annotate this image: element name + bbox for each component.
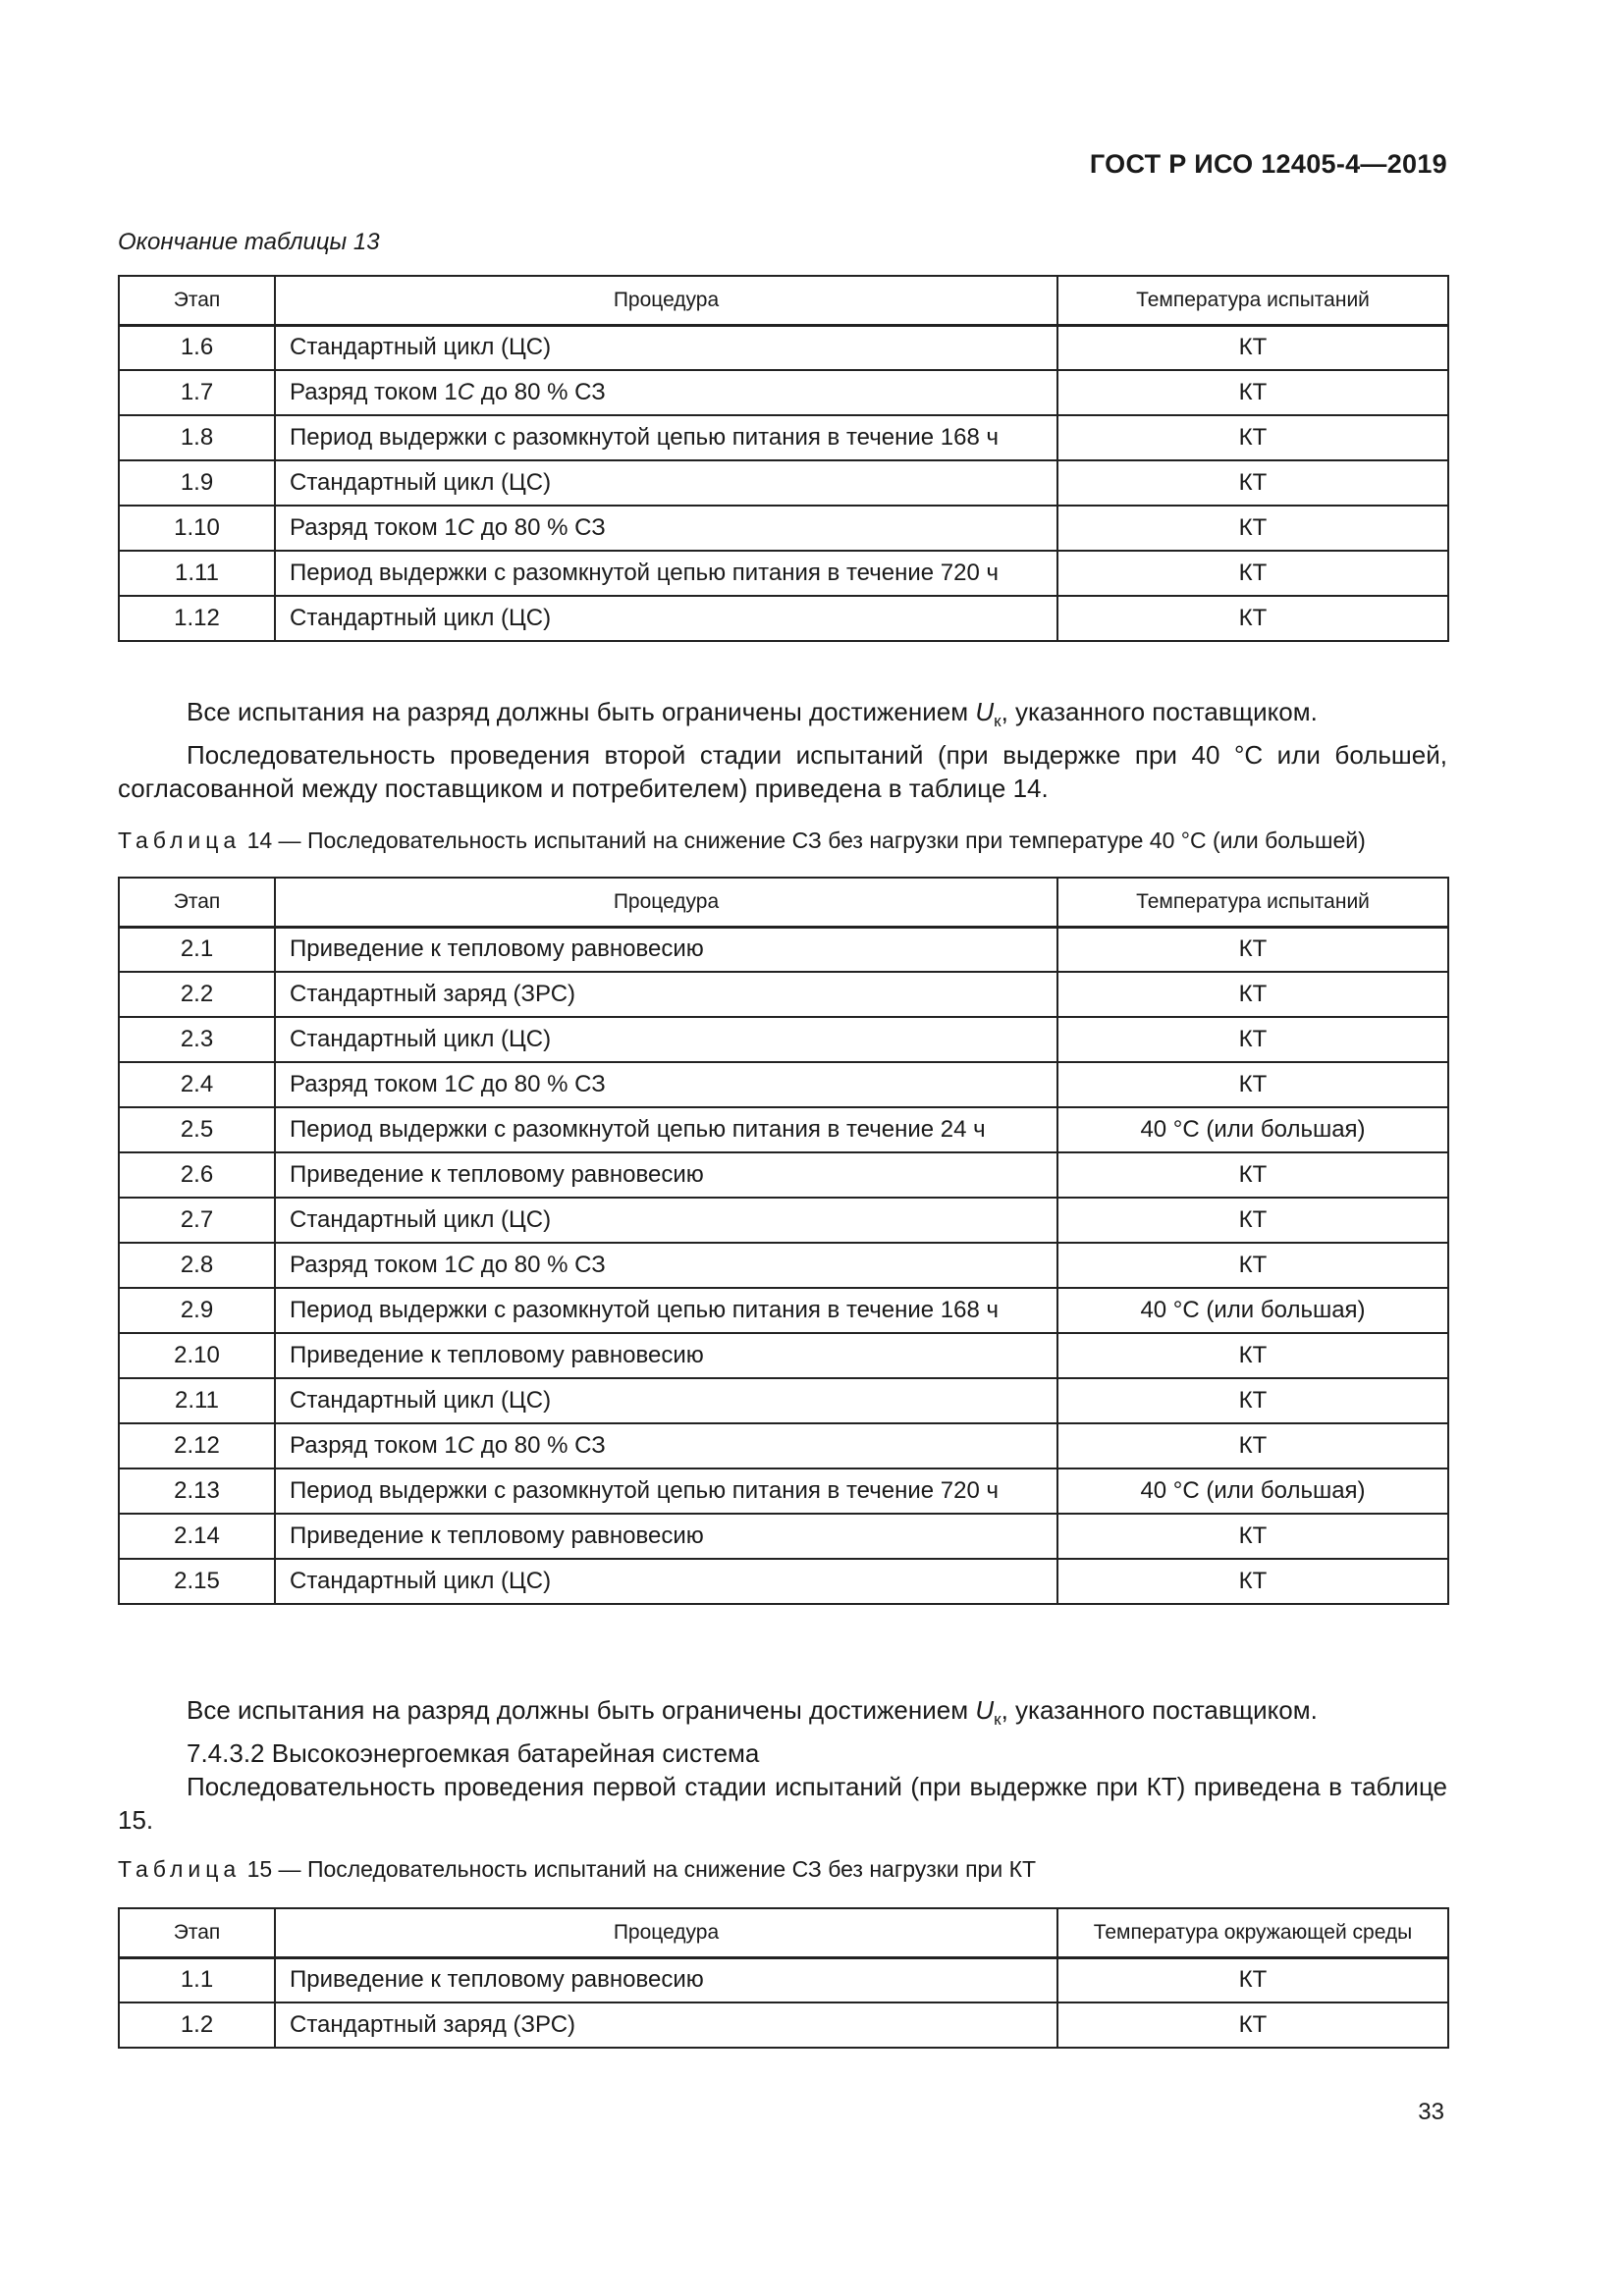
temperature-cell: КТ: [1057, 370, 1448, 415]
temperature-cell: КТ: [1057, 325, 1448, 370]
table-row: [119, 1152, 1448, 1198]
discharge-limit-paragraph-2: Все испытания на разряд должны быть ограничены достижением $U_к$, указанного поставщиком.: [187, 1695, 1318, 1730]
procedure-cell: Период выдержки с разомкнутой цепью питания в течение 720 ч: [275, 551, 1057, 596]
table-row: [119, 1378, 1448, 1423]
column-header: Процедура: [275, 276, 1057, 325]
table-row: [119, 1107, 1448, 1152]
column-header: Процедура: [275, 878, 1057, 927]
column-header: Этап: [119, 276, 275, 325]
column-header: Температура испытаний: [1057, 878, 1448, 927]
table-row: [119, 2002, 1448, 2048]
document-id: ГОСТ Р ИСО 12405-4—2019: [1089, 149, 1447, 179]
table-row: [119, 1288, 1448, 1333]
table14-caption: Таблица 14 — Последовательность испытаний на снижение СЗ без нагрузки при температуре 40 °С (или большей): [118, 828, 1366, 853]
procedure-cell: Стандартный заряд (ЗРС): [275, 972, 1057, 1017]
step-cell: 1.9: [119, 460, 275, 506]
procedure-cell: Период выдержки с разомкнутой цепью питания в течение 720 ч: [275, 1468, 1057, 1514]
step-cell: 2.12: [119, 1423, 275, 1468]
temperature-cell: КТ: [1057, 1957, 1448, 2002]
table15-caption: Таблица 15 — Последовательность испытаний на снижение СЗ без нагрузки при КТ: [118, 1856, 1037, 1882]
table-row: [119, 1423, 1448, 1468]
procedure-cell: Стандартный цикл (ЦС): [275, 1378, 1057, 1423]
temperature-cell: КТ: [1057, 2002, 1448, 2048]
temperature-cell: 40 °С (или большая): [1057, 1468, 1448, 1514]
table-row: [119, 551, 1448, 596]
procedure-cell: Стандартный цикл (ЦС): [275, 1198, 1057, 1243]
procedure-cell: Приведение к тепловому равновесию: [275, 1957, 1057, 2002]
column-header: Температура испытаний: [1057, 276, 1448, 325]
table-row: [119, 1243, 1448, 1288]
temperature-cell: КТ: [1057, 415, 1448, 460]
first-stage-paragraph: Последовательность проведения первой стадии испытаний (при выдержке при КТ) приведена в таблице 15.: [118, 1772, 1447, 1836]
procedure-cell: Приведение к тепловому равновесию: [275, 1152, 1057, 1198]
step-cell: 2.8: [119, 1243, 275, 1288]
table-13: [118, 275, 1449, 642]
table-row: [119, 1957, 1448, 2002]
discharge-limit-paragraph: Все испытания на разряд должны быть ограничены достижением $U_к$, указанного поставщиком.: [187, 697, 1318, 731]
procedure-cell: Период выдержки с разомкнутой цепью питания в течение 168 ч: [275, 1288, 1057, 1333]
step-cell: 1.11: [119, 551, 275, 596]
table-row: [119, 370, 1448, 415]
procedure-cell: Стандартный цикл (ЦС): [275, 1559, 1057, 1604]
table-row: [119, 415, 1448, 460]
step-cell: 1.8: [119, 415, 275, 460]
step-cell: 2.4: [119, 1062, 275, 1107]
table-row: [119, 1333, 1448, 1378]
step-cell: 2.6: [119, 1152, 275, 1198]
procedure-cell: Приведение к тепловому равновесию: [275, 1514, 1057, 1559]
table-row: [119, 460, 1448, 506]
column-header: Процедура: [275, 1908, 1057, 1957]
column-header: Температура окружающей среды: [1057, 1908, 1448, 1957]
text-block-1: [118, 695, 1447, 805]
step-cell: 1.6: [119, 325, 275, 370]
step-cell: 2.13: [119, 1468, 275, 1514]
table-row: [119, 1062, 1448, 1107]
table13-caption: Окончание таблицы 13: [118, 229, 380, 255]
step-cell: 1.7: [119, 370, 275, 415]
temperature-cell: КТ: [1057, 927, 1448, 972]
page-number: 33: [1418, 2099, 1444, 2125]
table-15: [118, 1907, 1449, 2049]
procedure-cell: Период выдержки с разомкнутой цепью питания в течение 168 ч: [275, 415, 1057, 460]
column-header: Этап: [119, 1908, 275, 1957]
procedure-cell: Стандартный цикл (ЦС): [275, 460, 1057, 506]
step-cell: 2.7: [119, 1198, 275, 1243]
temperature-cell: КТ: [1057, 1423, 1448, 1468]
step-cell: 2.5: [119, 1107, 275, 1152]
procedure-cell: Приведение к тепловому равновесию: [275, 927, 1057, 972]
second-stage-paragraph: Последовательность проведения второй стадии испытаний (при выдержке при 40 °С или большей, согласованной между поставщиком и потребителем) приведена в таблице 14.: [118, 740, 1447, 804]
step-cell: 1.12: [119, 596, 275, 641]
temperature-cell: КТ: [1057, 460, 1448, 506]
table-row: [119, 1514, 1448, 1559]
procedure-cell: Разряд током 1C до 80 % СЗ: [275, 506, 1057, 551]
step-cell: 1.1: [119, 1957, 275, 2002]
temperature-cell: КТ: [1057, 1152, 1448, 1198]
procedure-cell: Приведение к тепловому равновесию: [275, 1333, 1057, 1378]
temperature-cell: КТ: [1057, 506, 1448, 551]
table-row: [119, 1198, 1448, 1243]
step-cell: 2.3: [119, 1017, 275, 1062]
table-row: [119, 1559, 1448, 1604]
temperature-cell: КТ: [1057, 551, 1448, 596]
table-row: [119, 1017, 1448, 1062]
temperature-cell: КТ: [1057, 1017, 1448, 1062]
table-row: [119, 506, 1448, 551]
step-cell: 2.2: [119, 972, 275, 1017]
temperature-cell: КТ: [1057, 1062, 1448, 1107]
temperature-cell: КТ: [1057, 1243, 1448, 1288]
text-block-2: [118, 1693, 1447, 1837]
step-cell: 2.10: [119, 1333, 275, 1378]
section-heading-7-4-3-2: 7.4.3.2 Высокоэнергоемкая батарейная система: [187, 1738, 760, 1769]
table-row: [119, 596, 1448, 641]
procedure-cell: Стандартный цикл (ЦС): [275, 596, 1057, 641]
procedure-cell: Разряд током 1C до 80 % СЗ: [275, 1062, 1057, 1107]
step-cell: 2.11: [119, 1378, 275, 1423]
temperature-cell: КТ: [1057, 596, 1448, 641]
procedure-cell: Стандартный цикл (ЦС): [275, 325, 1057, 370]
table-row: [119, 325, 1448, 370]
temperature-cell: 40 °С (или большая): [1057, 1107, 1448, 1152]
column-header: Этап: [119, 878, 275, 927]
temperature-cell: КТ: [1057, 1559, 1448, 1604]
temperature-cell: КТ: [1057, 1514, 1448, 1559]
temperature-cell: КТ: [1057, 1333, 1448, 1378]
step-cell: 2.14: [119, 1514, 275, 1559]
step-cell: 1.10: [119, 506, 275, 551]
temperature-cell: КТ: [1057, 1378, 1448, 1423]
procedure-cell: Стандартный цикл (ЦС): [275, 1017, 1057, 1062]
procedure-cell: Разряд током 1C до 80 % СЗ: [275, 1423, 1057, 1468]
procedure-cell: Стандартный заряд (ЗРС): [275, 2002, 1057, 2048]
procedure-cell: Разряд током 1C до 80 % СЗ: [275, 370, 1057, 415]
procedure-cell: Период выдержки с разомкнутой цепью питания в течение 24 ч: [275, 1107, 1057, 1152]
table-14: [118, 877, 1449, 1605]
temperature-cell: 40 °С (или большая): [1057, 1288, 1448, 1333]
procedure-cell: Разряд током 1C до 80 % СЗ: [275, 1243, 1057, 1288]
table-row: [119, 1468, 1448, 1514]
table-row: [119, 972, 1448, 1017]
temperature-cell: КТ: [1057, 972, 1448, 1017]
temperature-cell: КТ: [1057, 1198, 1448, 1243]
step-cell: 2.9: [119, 1288, 275, 1333]
step-cell: 2.15: [119, 1559, 275, 1604]
step-cell: 2.1: [119, 927, 275, 972]
table-row: [119, 927, 1448, 972]
step-cell: 1.2: [119, 2002, 275, 2048]
